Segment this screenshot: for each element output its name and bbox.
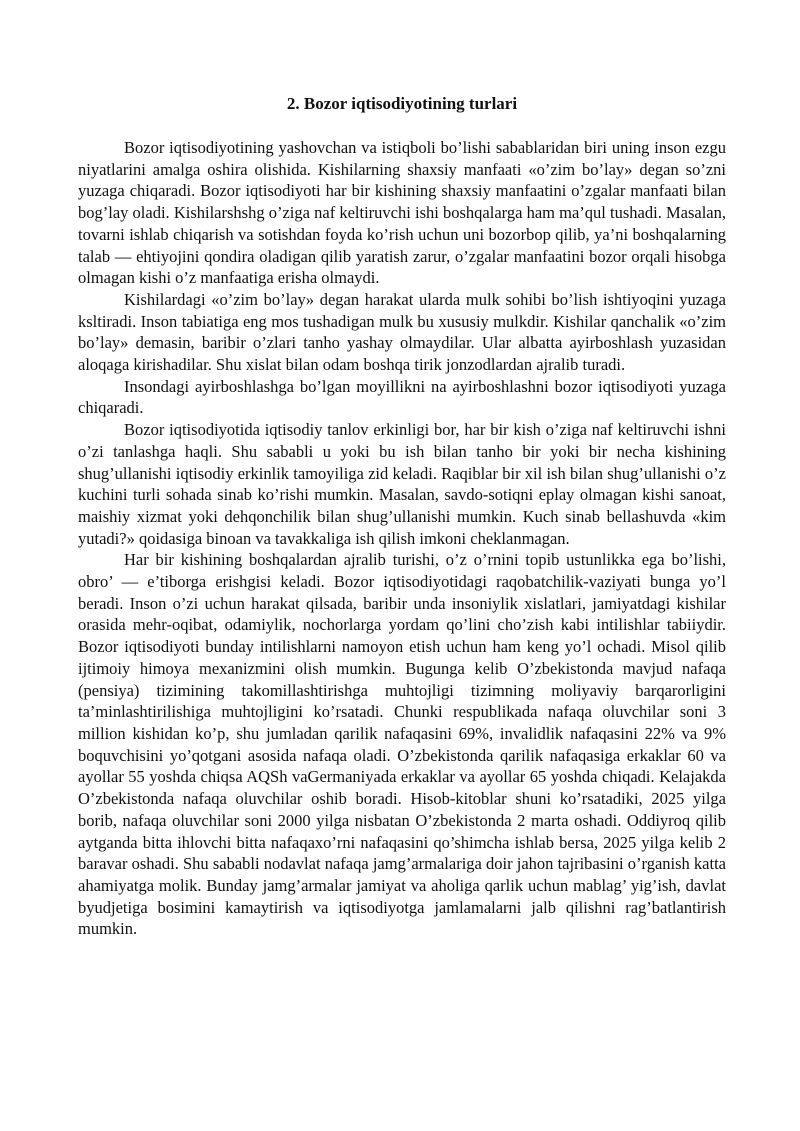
- paragraph-5: Har bir kishining boshqalardan ajralib turishi, o’z o’rnini topib ustunlikka ega bo’lishi, obro’ — e’tiborga erishgisi keladi. Bozor iqtisodiyotidagi raqobatchilik-vaziyati bunga yo’l beradi. Inson o’zi uchun harakat qilsada, baribir unda insoniylik xislatlari, jamiyatdagi kishilar orasida mehr-oqibat, odamiylik, nochorlarga yordam qo’lini cho’zish kabi intilishlar tabiiydir. Bozor iqtisodiyoti bunday intilishlarni namoyon etish uchun ham keng yo’l ochadi. Misol qilib ijtimoiy himoya mexanizmini olish mumkin. Bugunga kelib O’zbekistonda mavjud nafaqa (pensiya) tizimining takomillashtirishga muhtojligi tizimning moliyaviy barqarorligini ta’minlashtirilishiga muhtojligini ko’rsatadi. Chunki respublikada nafaqa oluvchilar soni 3 million kishidan ko’p, shu jumladan qarilik nafaqasini 69%, invalidlik nafaqasini 22% va 9% boquvchisini yo’qotgani asosida nafaqa oladi. O’zbekistonda qarilik nafaqasiga erkaklar 60 va ayollar 55 yoshda chiqsa AQSh vaGermaniyada erkaklar va ayollar 65 yoshda chiqadi. Kelajakda O’zbekistonda nafaqa oluvchilar oshib boradi. Hisob-kitoblar shuni ko’rsatadiki, 2025 yilga borib, nafaqa oluvchilar soni 2000 yilga nisbatan O’zbekistonda 2 marta oshadi. Oddiyroq qilib aytganda bitta ihlovchi bitta nafaqaxo’rni nafaqasini qo’shimcha ishlab bersa, 2025 yilga kelib 2 baravar oshadi. Shu sababli nodavlat nafaqa jamg’armalariga doir jahon tajribasini o’rganish katta ahamiyatga molik. Bunday jamg’armalar jamiyat va aholiga qarlik uchun mablag’ yig’ish, davlat byudjetiga bosimini kamaytirish va iqtisodiyotga jamlamalarni jalb qilishni rag’batlantirish mumkin.: [78, 550, 726, 939]
- paragraph-3: Insondagi ayirboshlashga bo’lgan moyillikni na ayirboshlashni bozor iqtisodiyoti yuzaga chiqaradi.: [78, 376, 726, 418]
- document-page: [78, 93, 726, 940]
- section-heading: 2. Bozor iqtisodiyotining turlari: [286, 94, 518, 113]
- paragraph-2: Kishilardagi «o’zim bo’lay» degan harakat ularda mulk sohibi bo’lish ishtiyoqini yuzaga ksltiradi. Inson tabiatiga eng mos tushadigan mulk bu xususiy mulkdir. Kishilar qanchalik «o’zim bo’lay» demasin, baribir o’zlari tanho yashay olmaydilar. Ular albatta ayirboshlash yuzasidan aloqaga kirishadilar. Shu xislat bilan odam boshqa tirik jonzodlardan ajralib turadi.: [78, 289, 726, 375]
- paragraph-1: Bozor iqtisodiyotining yashovchan va istiqboli bo’lishi sabablaridan biri uning inson ezgu niyatlarini amalga oshira olishida. Kishilarning shaxsiy manfaati «o’zim bo’lay» degan so’zni yuzaga chiqaradi. Bozor iqtisodiyoti har bir kishining shaxsiy manfaatini o’zgalar manfaati bilan bog’lay oladi. Kishilarshshg o’ziga naf keltiruvchi ishi boshqalarga ham ma’qul tushadi. Masalan, tovarni ishlab chiqarish va sotishdan foyda ko’rish uchun uni bozorbop qilib, ya’ni boshqalarning talab — ehtiyojini qondira oladigan qilib yaratish zarur, o’zgalar manfaatini bozor orqali hisobga olmagan kishi o’z manfaatiga erisha olmaydi.: [78, 138, 726, 288]
- paragraph-4: Bozor iqtisodiyotida iqtisodiy tanlov erkinligi bor, har bir kish o’ziga naf keltiruvchi ishni o’zi tanlashga haqli. Shu sababli u yoki bu ish bilan tanho bir yoki bir necha kishining shug’ullanishi iqtisodiy erkinlik tamoyiliga zid keladi. Raqiblar bir xil ish bilan shug’ullanishi o’z kuchini turli sohada sinab ko’rishi mumkin. Masalan, savdo-sotiqni eplay olmagan kishi sanoat, maishiy xizmat yoki dehqonchilik bilan shug’ullanishi mumkin. Kuch sinab bellashuvda «kim yutadi?» qoidasiga binoan va tavakkaliga ish qilish imkoni cheklanmagan.: [78, 420, 726, 548]
